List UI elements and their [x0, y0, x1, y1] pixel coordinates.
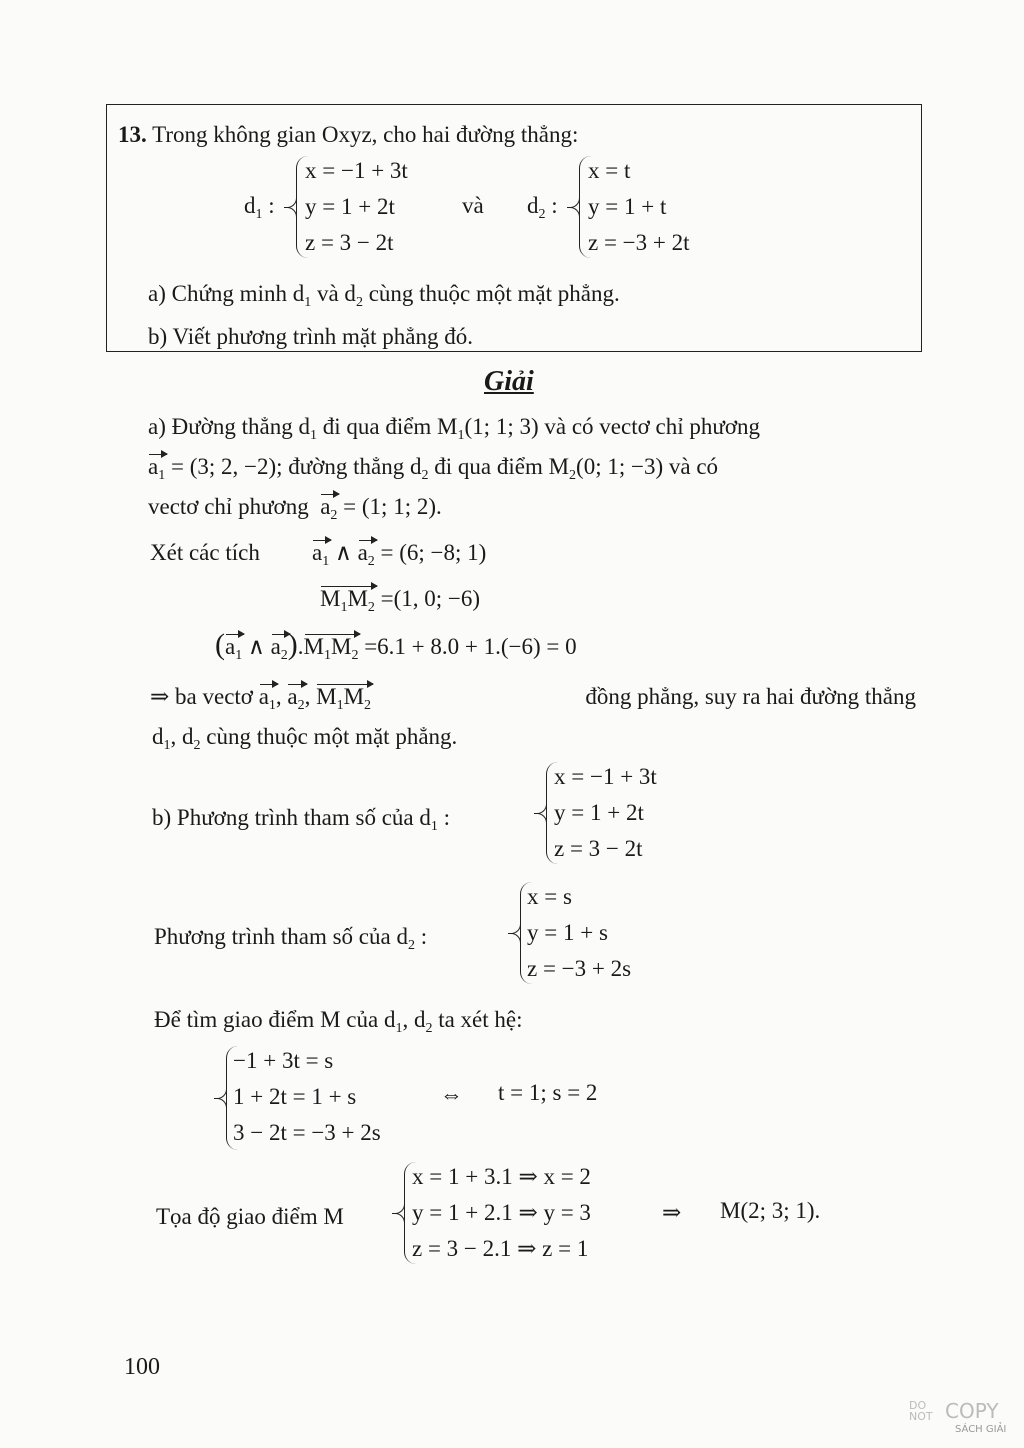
m1m2-vector: $M_1M_2 =(1$, 0; −6): [320, 586, 481, 615]
d1-eq-z: z = 3 − 2t: [305, 230, 394, 255]
and-word: và: [462, 193, 484, 218]
watermark-logo: [905, 1398, 1017, 1442]
d1-param-z: z = 3 − 2t: [554, 836, 643, 861]
watermark-copy: COPY: [945, 1399, 999, 1423]
d2-label: $d_2$ :: [527, 193, 558, 222]
coplanar-conclusion-2: $d_1$, $d_2$ cùng thuộc một mặt phẳng.: [152, 724, 458, 753]
coord-x: x = 1 + 3.1 ⇒ x = 2: [412, 1164, 591, 1189]
problem-number: 13.: [118, 122, 147, 147]
coord-y: y = 1 + 2.1 ⇒ y = 3: [412, 1200, 591, 1225]
cross-product-intro: Xét các tích: [150, 540, 260, 565]
d1-label: $d_1$ :: [244, 193, 275, 222]
system-eq-3: 3 − 2t = −3 + 2s: [233, 1120, 381, 1145]
d1-eq-y: y = 1 + 2t: [305, 194, 395, 219]
d2-param-label: Phương trình tham số của $d_2$ :: [154, 924, 428, 953]
coplanar-conclusion-1: ⇒ ba vectơ $a_1$, $a_2$, $M_1M_2$ đồng phẳng, suy ra hai đường thẳng: [150, 684, 916, 713]
system-solution: t = 1; s = 2: [498, 1080, 598, 1105]
result-point: M(2; 3; 1).: [720, 1198, 821, 1223]
d2-eq-y: y = 1 + t: [588, 194, 667, 219]
mixed-product: ($a_1$ ∧ $a_2).M_1M_2 =6.1 + 8.0 + 1.(-6) = 0$: [215, 628, 577, 663]
part-b: b) Viết phương trình mặt phẳng đó.: [148, 324, 473, 349]
solution-line-2: $a_1 = (3$; 2, −2); đường thẳng $d_2$ đi qua điểm $M_2(0$; 1; −3) và có: [148, 454, 719, 483]
watermark-do: DO: [909, 1399, 927, 1412]
solution-title: Giải: [484, 366, 534, 397]
part-a: a) Chứng minh $d_1$ và $d_2$ cùng thuộc một mặt phẳng.: [148, 281, 620, 310]
coord-label: Tọa độ giao điểm M: [156, 1204, 344, 1229]
d1-param-x: x = −1 + 3t: [554, 764, 657, 789]
problem-statement: [118, 120, 578, 150]
system-eq-2: 1 + 2t = 1 + s: [233, 1084, 357, 1109]
coord-z: z = 3 − 2.1 ⇒ z = 1: [412, 1236, 589, 1261]
cross-product: $a_1$ ∧ $a_2 = (6$; −8; 1): [312, 540, 487, 569]
watermark-not: NOT: [909, 1410, 933, 1423]
d2-param-z: z = −3 + 2s: [527, 956, 632, 981]
d2-eq-x: x = t: [588, 158, 631, 183]
iff-symbol: ⇔: [440, 1082, 463, 1107]
implies-symbol: ⇒: [662, 1200, 682, 1225]
d2-eq-z: z = −3 + 2t: [588, 230, 690, 255]
intersection-intro: Để tìm giao điểm M của $d_1$, $d_2$ ta xét hệ:: [154, 1007, 523, 1036]
solution-line-3: vectơ chỉ phương $a_2 = (1$; 1; 2).: [148, 494, 442, 523]
d2-param-x: x = s: [527, 884, 572, 909]
d1-param-y: y = 1 + 2t: [554, 800, 644, 825]
page-number: 100: [124, 1354, 160, 1380]
watermark-brand: SÁCH GIẢI: [955, 1424, 1007, 1435]
d1-param-label: b) Phương trình tham số của $d_1$ :: [152, 805, 451, 834]
d1-eq-x: x = −1 + 3t: [305, 158, 408, 183]
solution-line-1: a) Đường thẳng $d_1$ đi qua điểm $M_1(1$; 1; 3) và có vectơ chỉ phương: [148, 414, 760, 443]
d2-param-y: y = 1 + s: [527, 920, 608, 945]
problem-text: Trong không gian Oxyz, cho hai đường thẳng:: [152, 122, 579, 147]
system-eq-1: −1 + 3t = s: [233, 1048, 334, 1073]
